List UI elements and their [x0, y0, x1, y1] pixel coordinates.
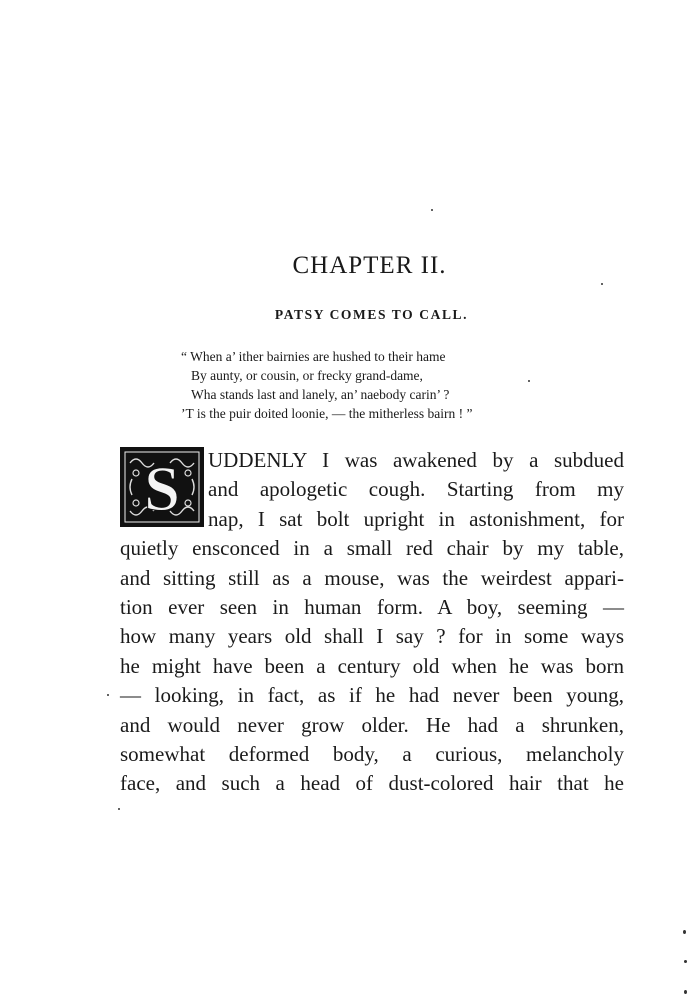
paper-speck	[528, 380, 530, 382]
text-line: and apologetic cough. Starting from my	[208, 477, 624, 502]
paper-speck	[684, 990, 687, 994]
epigraph-line: By aunty, or cousin, or frecky grand-dame,	[191, 368, 423, 383]
text-line: quietly ensconced in a small red chair by my table,	[120, 536, 624, 561]
text-line: face, and such a head of dust-colored hair that he	[120, 771, 624, 796]
text-line: UDDENLY I was awakened by a subdued	[208, 448, 624, 472]
paper-speck	[118, 808, 120, 810]
chapter-title: CHAPTER II.	[292, 252, 447, 279]
text-line: and would never grow older. He had a shrunken,	[120, 712, 624, 737]
paper-speck	[107, 694, 109, 696]
text-line: — looking, in fact, as if he had never been young,	[120, 683, 624, 708]
text-line: and sitting still as a mouse, was the weirdest appari-	[120, 565, 624, 590]
text-line: how many years old shall I say ? for in some ways	[120, 624, 624, 649]
text-line: nap, I sat bolt upright in astonishment, for	[208, 506, 624, 531]
paper-speck	[684, 960, 687, 963]
epigraph-line: ’T is the puir doited loonie, — the mitherless bairn ! ”	[181, 406, 473, 421]
paper-speck	[683, 930, 686, 934]
dropcap-letter: S	[144, 453, 180, 524]
paper-speck	[601, 283, 603, 285]
text-line: tion ever seen in human form. A boy, seeming —	[120, 595, 624, 620]
epigraph-line: “ When a’ ither bairnies are hushed to their hame	[181, 349, 446, 364]
paper-speck	[431, 209, 433, 211]
text-line: he might have been a century old when he was born	[120, 653, 624, 678]
epigraph-line: Wha stands last and lanely, an’ naebody carin’ ?	[191, 387, 450, 402]
text-line: somewhat deformed body, a curious, melancholy	[120, 742, 624, 767]
chapter-subtitle: PATSY COMES TO CALL.	[274, 307, 469, 322]
epigraph	[181, 347, 601, 423]
body-paragraph	[120, 446, 624, 799]
